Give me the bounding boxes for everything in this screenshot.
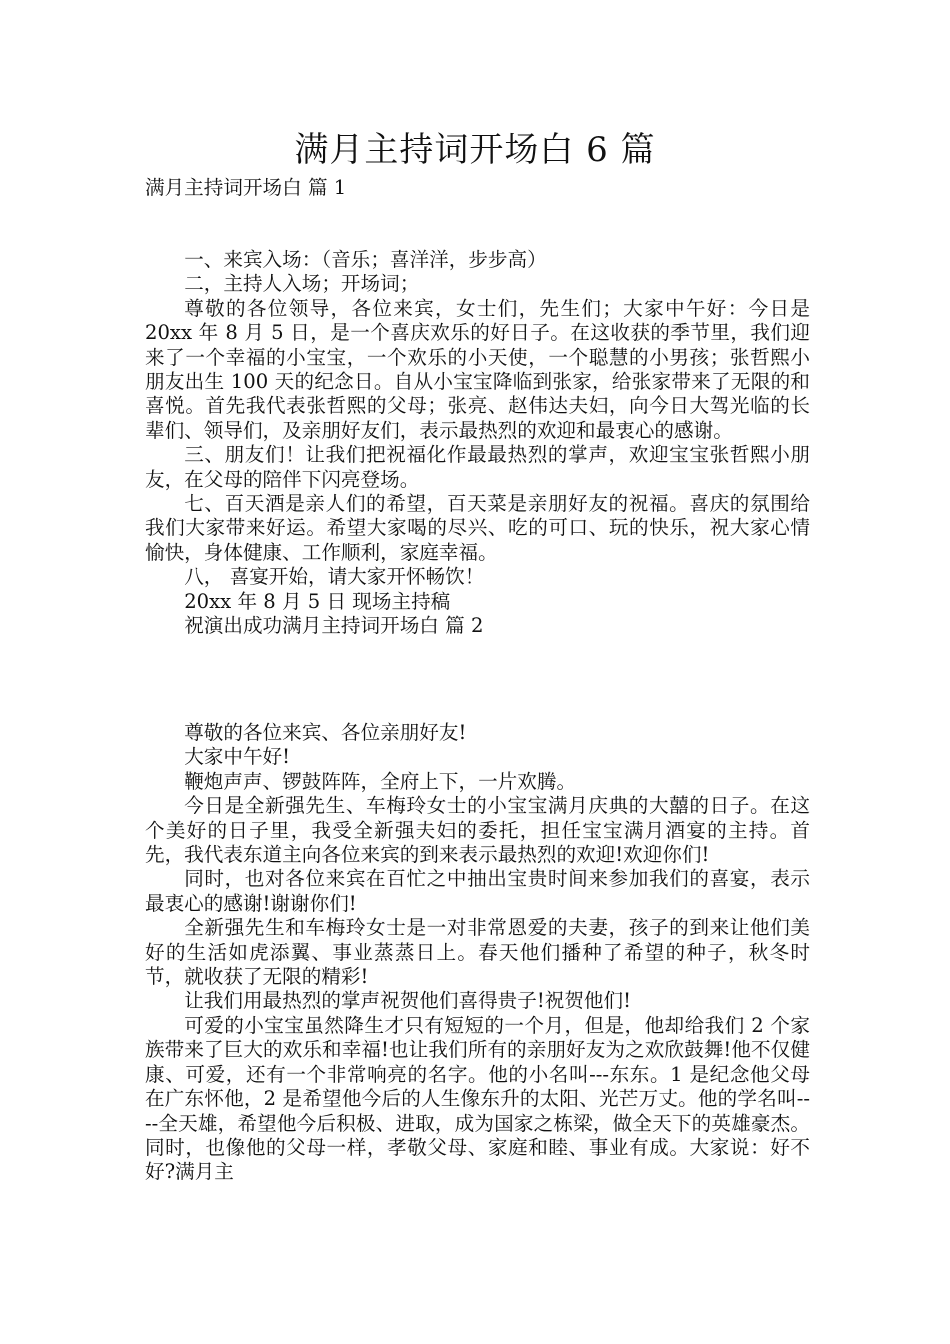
paragraph: 八， 喜宴开始，请大家开怀畅饮！	[184, 565, 485, 589]
section-1-heading-block	[145, 176, 810, 200]
paragraph: 三、朋友们！让我们把祝福化作最最热烈的掌声，欢迎宝宝张哲熙小朋友，在父母的陪伴下闪亮登场。	[145, 443, 810, 491]
paragraph: 全新强先生和车梅玲女士是一对非常恩爱的夫妻，孩子的到来让他们美好的生活如虎添翼、事业蒸蒸日上。春天他们播种了希望的种子，秋冬时节，就收获了无限的精彩!	[145, 916, 810, 989]
section-2-heading: 祝演出成功满月主持词开场白 篇 2	[184, 614, 484, 638]
paragraph: 同时，也对各位来宾在百忙之中抽出宝贵时间来参加我们的喜宴，表示最衷心的感谢!谢谢你们!	[145, 867, 810, 915]
paragraph: 七、百天酒是亲人们的希望，百天菜是亲朋好友的祝福。喜庆的氛围给我们大家带来好运。希望大家喝的尽兴、吃的可口、玩的快乐，祝大家心情愉快，身体健康、工作顺利，家庭幸福。	[145, 492, 810, 564]
section-1-body	[145, 248, 810, 639]
paragraph: 今日是全新强先生、车梅玲女士的小宝宝满月庆典的大囍的日子。在这个美好的日子里，我受全新强夫妇的委托，担任宝宝满月酒宴的主持。首先，我代表东道主向各位来宾的到来表示最热烈的欢迎!欢迎你们!	[145, 794, 810, 867]
section-2-body	[145, 721, 810, 1185]
paragraph: 20xx 年 8 月 5 日 现场主持稿	[184, 589, 451, 613]
paragraph: 尊敬的各位领导，各位来宾，女士们，先生们；大家中午好：今日是 20xx 年 8 月 5 日，是一个喜庆欢乐的好日子。在这收获的季节里，我们迎来了一个幸福的小宝宝，一个欢乐的小天使，一个聪慧的小男孩；张哲熙小朋友出生 100 天的纪念日。自从小宝宝降临到张家，给张家带来了无限的和喜悦。首先我代表张哲熙的父母；张亮、赵伟达夫妇，向今日大驾光临的长辈们、领导们，及亲朋好友们，表示最热烈的欢迎和最衷心的感谢。	[145, 296, 810, 442]
paragraph: 大家中午好!	[184, 745, 291, 769]
section-1-heading: 满月主持词开场白 篇 1	[145, 176, 347, 199]
paragraph: 可爱的小宝宝虽然降生才只有短短的一个月，但是，他却给我们 2 个家族带来了巨大的欢乐和幸福!也让我们所有的亲朋好友为之欢欣鼓舞!他不仅健康、可爱，还有一个非常响亮的名字。他的小名叫---东东。1 是纪念他父母在广东怀他，2 是希望他今后的人生像东升的太阳、光芒万丈。他的学名叫----全天雄，希望他今后积极、进取，成为国家之栋梁，做全天下的英雄豪杰。同时，也像他的父母一样，孝敬父母、家庭和睦、事业有成。大家说：好不好?满月主	[145, 1013, 810, 1184]
document-title: 满月主持词开场白 6 篇	[294, 130, 656, 170]
paragraph: 二，主持人入场；开场词；	[184, 272, 420, 296]
paragraph: 鞭炮声声、锣鼓阵阵，全府上下，一片欢腾。	[184, 769, 577, 793]
paragraph: 尊敬的各位来宾、各位亲朋好友!	[184, 721, 467, 744]
paragraph: 让我们用最热烈的掌声祝贺他们喜得贵子!祝贺他们!	[184, 989, 631, 1013]
paragraph: 一、来宾入场：（音乐；喜洋洋，步步高）	[184, 248, 547, 271]
